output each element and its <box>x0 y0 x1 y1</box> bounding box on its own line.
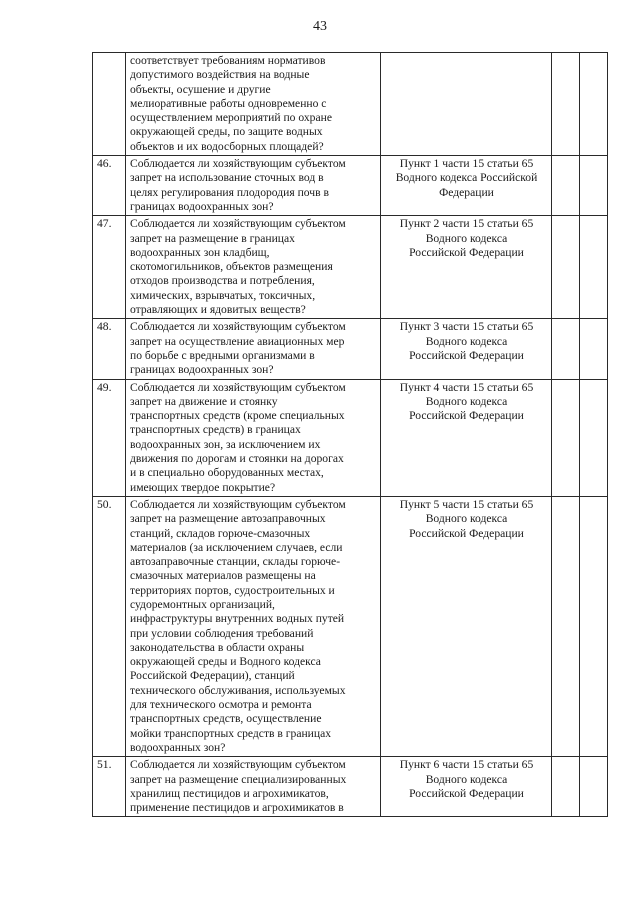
question-line: запрет на использование сточных вод в <box>130 171 324 185</box>
reference-line: Российской Федерации <box>409 348 524 362</box>
reference-line: Пункт 5 части 15 статьи 65 <box>399 497 534 511</box>
reference-line: Российской Федерации <box>409 526 524 540</box>
question-line: границах водоохранных зон? <box>130 199 274 213</box>
question-line: Соблюдается ли хозяйствующим субъектом <box>130 157 346 171</box>
answer-cell-1 <box>552 216 580 319</box>
question-line: допустимого воздействия на водные <box>130 68 310 82</box>
reference-line: Водного кодекса Российской <box>395 171 538 185</box>
legal-reference-cell <box>381 156 552 216</box>
reference-line: Водного кодекса <box>425 231 508 245</box>
answer-cell-2 <box>580 496 608 756</box>
question-line: отходов производства и потребления, <box>130 274 315 288</box>
question-line: водоохранных зон кладбищ, <box>130 245 270 259</box>
question-line: инфраструктуры внутренних водных путей <box>130 612 345 626</box>
row-number: 48. <box>93 319 126 379</box>
question-line: мойки транспортных средств в границах <box>130 726 332 740</box>
question-line: движения по дорогам и стоянки на дорогах <box>130 452 344 466</box>
question-line: запрет на размещение специализированных <box>130 772 347 786</box>
question-line: Соблюдается ли хозяйствующим субъектом <box>130 320 346 334</box>
answer-cell-2 <box>580 156 608 216</box>
question-line: смазочных материалов размещены на <box>130 569 316 583</box>
question-cell <box>126 319 381 379</box>
row-number <box>93 53 126 156</box>
reference-line: Водного кодекса <box>425 334 508 348</box>
question-line: при условии соблюдения требований <box>130 626 314 640</box>
table-row <box>93 379 608 496</box>
question-line: хранилищ пестицидов и агрохимикатов, <box>130 786 329 800</box>
table-row <box>93 53 608 156</box>
answer-cell-2 <box>580 379 608 496</box>
legal-reference-cell <box>381 379 552 496</box>
answer-cell-1 <box>552 379 580 496</box>
question-cell <box>126 156 381 216</box>
question-line: запрет на размещение автозаправочных <box>130 512 326 526</box>
question-line: Соблюдается ли хозяйствующим субъектом <box>130 380 346 394</box>
question-line: химических, взрывчатых, токсичных, <box>130 288 316 302</box>
reference-line: Федерации <box>439 185 494 199</box>
page-number: 43 <box>313 19 327 34</box>
row-number: 47. <box>93 216 126 319</box>
table-row <box>93 319 608 379</box>
row-number: 50. <box>93 496 126 756</box>
question-line: запрет на размещение в границах <box>130 231 295 245</box>
legal-reference-cell <box>381 216 552 319</box>
row-number: 49. <box>93 379 126 496</box>
answer-cell-2 <box>580 757 608 817</box>
question-line: водоохранных зон, за исключением их <box>130 437 321 451</box>
question-line: объекты, осушение и другие <box>130 82 271 96</box>
question-line: судоремонтных организаций, <box>130 597 275 611</box>
question-line: имеющих твердое покрытие? <box>130 480 276 494</box>
checklist-table <box>92 52 608 817</box>
question-line: транспортных средств, осуществление <box>130 712 322 726</box>
question-line: Соблюдается ли хозяйствующим субъектом <box>130 758 346 772</box>
question-line: территориях портов, судостроительных и <box>130 583 335 597</box>
table-row <box>93 156 608 216</box>
table-row <box>93 757 608 817</box>
question-cell <box>126 757 381 817</box>
reference-line: Российской Федерации <box>409 245 524 259</box>
question-line: водоохранных зон? <box>130 740 226 754</box>
row-number: 46. <box>93 156 126 216</box>
answer-cell-1 <box>552 53 580 156</box>
reference-line: Пункт 3 части 15 статьи 65 <box>399 320 534 334</box>
question-line: технического обслуживания, используемых <box>130 683 346 697</box>
question-line: отравляющих и ядовитых веществ? <box>130 303 306 317</box>
answer-cell-2 <box>580 216 608 319</box>
reference-line: Пункт 4 части 15 статьи 65 <box>399 380 534 394</box>
reference-line: Пункт 2 части 15 статьи 65 <box>399 217 534 231</box>
reference-line: Пункт 1 части 15 статьи 65 <box>399 157 534 171</box>
legal-reference-cell <box>381 757 552 817</box>
question-line: транспортных средств) в границах <box>130 423 301 437</box>
answer-cell-2 <box>580 319 608 379</box>
question-line: автозаправочные станции, склады горюче- <box>130 555 341 569</box>
question-cell <box>126 216 381 319</box>
question-line: соответствует требованиям нормативов <box>130 54 326 67</box>
answer-cell-1 <box>552 156 580 216</box>
question-line: запрет на движение и стоянку <box>130 394 278 408</box>
question-line: окружающей среды и Водного кодекса <box>130 655 321 669</box>
question-line: целях регулирования плодородия почв в <box>130 185 329 199</box>
reference-line: Российской Федерации <box>409 409 524 423</box>
question-line: окружающей среды, по защите водных <box>130 125 323 139</box>
reference-line: Пункт 6 части 15 статьи 65 <box>399 758 534 772</box>
question-line: для технического осмотра и ремонта <box>130 698 312 712</box>
question-cell <box>126 496 381 756</box>
answer-cell-2 <box>580 53 608 156</box>
question-line: мелиоративные работы одновременно с <box>130 96 327 110</box>
question-line: и в специально оборудованных местах, <box>130 466 324 480</box>
answer-cell-1 <box>552 319 580 379</box>
question-line: запрет на осуществление авиационных мер <box>130 334 345 348</box>
row-number: 51. <box>93 757 126 817</box>
question-line: транспортных средств (кроме специальных <box>130 409 345 423</box>
question-line: материалов (за исключением случаев, если <box>130 540 343 554</box>
table-row <box>93 496 608 756</box>
legal-reference-cell <box>381 53 552 156</box>
question-line: законодательства в области охраны <box>130 640 305 654</box>
reference-line: Российской Федерации <box>409 786 524 800</box>
question-line: скотомогильников, объектов размещения <box>130 260 333 274</box>
table-row <box>93 216 608 319</box>
question-line: станций, складов горюче-смазочных <box>130 526 311 540</box>
reference-line: Водного кодекса <box>425 512 508 526</box>
question-line: Соблюдается ли хозяйствующим субъектом <box>130 497 346 511</box>
question-line: объектов и их водосборных площадей? <box>130 139 324 153</box>
question-line: по борьбе с вредными организмами в <box>130 348 315 362</box>
question-line: применение пестицидов и агрохимикатов в <box>130 801 344 815</box>
checklist-table-body <box>93 53 608 817</box>
answer-cell-1 <box>552 757 580 817</box>
legal-reference-cell <box>381 319 552 379</box>
reference-line: Водного кодекса <box>425 394 508 408</box>
question-line: Соблюдается ли хозяйствующим субъектом <box>130 217 346 231</box>
question-cell <box>126 379 381 496</box>
legal-reference-cell <box>381 496 552 756</box>
reference-line: Водного кодекса <box>425 772 508 786</box>
answer-cell-1 <box>552 496 580 756</box>
question-line: осуществлением мероприятий по охране <box>130 111 332 125</box>
question-line: границах водоохранных зон? <box>130 363 274 377</box>
question-cell <box>126 53 381 156</box>
question-line: Российской Федерации), станций <box>130 669 295 683</box>
